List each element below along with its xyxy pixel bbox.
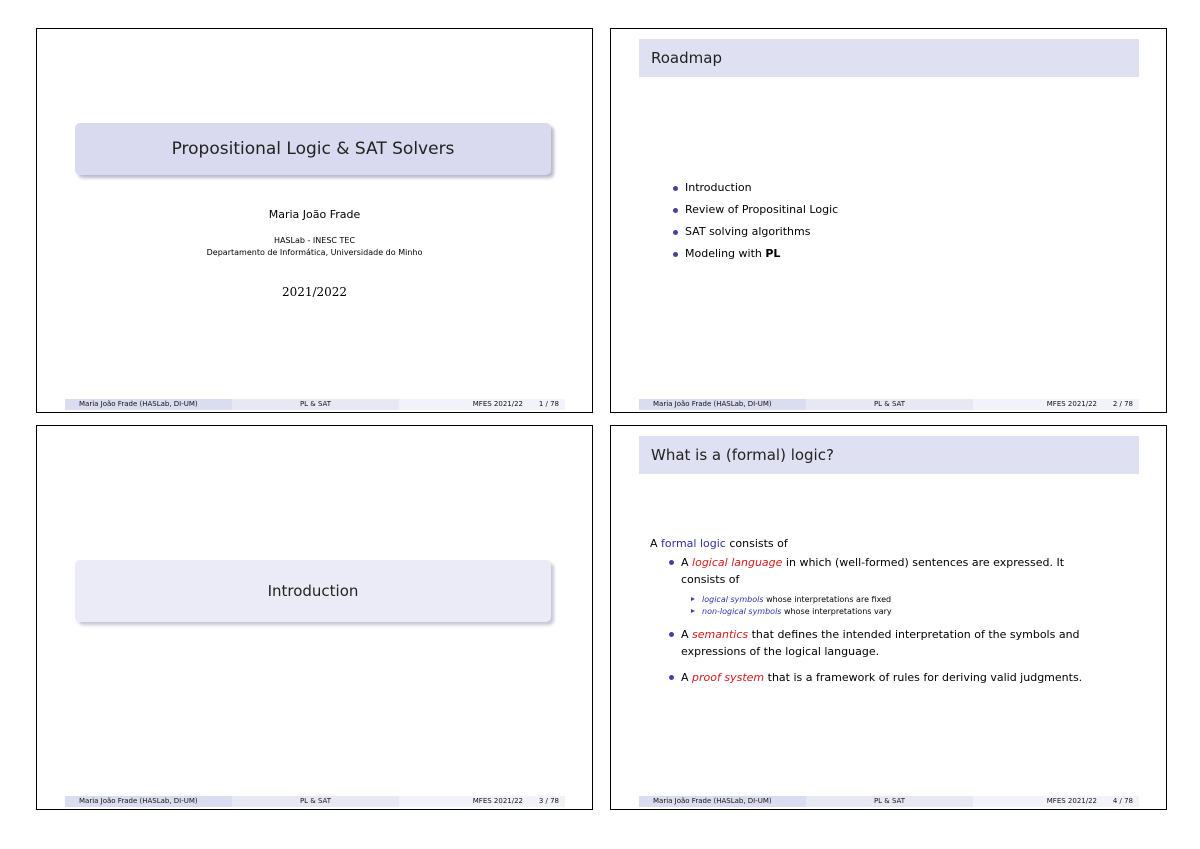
footer-page-number: 3 / 78 (538, 797, 559, 805)
sub-bullet-text (691, 607, 892, 616)
presentation-title: Propositional Logic & SAT Solvers (171, 139, 455, 159)
text-pre: A (681, 628, 693, 641)
bullet-proof-system (669, 669, 1089, 686)
bullet-text (669, 554, 1139, 588)
frame-title: What is a (formal) logic? (639, 436, 1139, 474)
triangle-bullet-icon (691, 609, 695, 613)
bullet-icon (673, 230, 678, 235)
list-item (673, 243, 838, 265)
text-post: whose interpretations are fixed (763, 595, 892, 604)
intro-sentence (650, 537, 788, 551)
footer-right (399, 399, 565, 410)
slide-footer (639, 796, 1139, 807)
term-formal-logic: formal logic (661, 537, 726, 550)
sub-bullet-non-logical-symbols (691, 606, 892, 617)
footer-edition: MFES 2021/22 (472, 797, 523, 805)
bullet-text (669, 626, 1129, 660)
text-it: It (1056, 556, 1065, 569)
term-logical-language: logical language (692, 556, 783, 569)
footer-right (973, 399, 1139, 410)
roadmap-list (673, 177, 838, 265)
bullet-semantics (669, 626, 1129, 660)
institution-line-2: Departamento de Informática, Universidade do Minho (206, 248, 423, 257)
institution-line-1: HASLab - INESC TEC (273, 236, 356, 245)
slide-3 (36, 425, 593, 810)
text-post: that defines the intended interpretation of the symbols and expressions of the logical language. (681, 628, 1080, 658)
bullet-icon (669, 632, 674, 637)
slide-2 (610, 28, 1167, 413)
footer-edition: MFES 2021/22 (472, 400, 523, 408)
footer-page-number: 1 / 78 (538, 400, 559, 408)
author-name: Maria João Frade (268, 208, 361, 221)
sub-bullet-text (691, 595, 891, 604)
footer-course: PL & SAT (806, 796, 973, 807)
footer-course: PL & SAT (232, 399, 399, 410)
sub-bullet-logical-symbols (691, 594, 891, 605)
slide-footer (639, 399, 1139, 410)
slide-4 (610, 425, 1167, 810)
slide-footer (65, 399, 565, 410)
list-item-text: SAT solving algorithms (685, 225, 811, 238)
bullet-icon (673, 252, 678, 257)
title-box (75, 123, 551, 175)
footer-page-number: 2 / 78 (1112, 400, 1133, 408)
section-title: Introduction (267, 582, 359, 600)
footer-right (973, 796, 1139, 807)
text-post: that is a framework of rules for deriving valid judgments. (764, 671, 1083, 684)
list-item-text: Introduction (685, 181, 752, 194)
footer-right (399, 796, 565, 807)
bullet-text (669, 669, 1089, 686)
footer-edition: MFES 2021/22 (1046, 400, 1097, 408)
list-item (673, 177, 838, 199)
term-proof-system: proof system (692, 671, 765, 684)
bullet-icon (673, 186, 678, 191)
bullet-icon (669, 560, 674, 565)
bullet-icon (669, 675, 674, 680)
text-mid: in which (well-formed) sentences are expressed. (782, 556, 1057, 569)
footer-author: Maria João Frade (HASLab, DI-UM) (639, 399, 806, 410)
footer-author: Maria João Frade (HASLab, DI-UM) (639, 796, 806, 807)
term-non-logical-symbols: non-logical symbols (702, 607, 782, 616)
slide-footer (65, 796, 565, 807)
section-title-box (75, 560, 551, 622)
footer-author: Maria João Frade (HASLab, DI-UM) (65, 796, 232, 807)
text-end: consists of (681, 573, 740, 586)
frame-title: Roadmap (639, 39, 1139, 77)
text-post: whose interpretations vary (781, 607, 892, 616)
term-semantics: semantics (692, 628, 749, 641)
list-item-text: Review of Propositinal Logic (685, 203, 839, 216)
footer-author: Maria João Frade (HASLab, DI-UM) (65, 399, 232, 410)
slide-1 (36, 28, 593, 413)
footer-course: PL & SAT (806, 399, 973, 410)
presentation-date: 2021/2022 (281, 285, 348, 299)
footer-edition: MFES 2021/22 (1046, 797, 1097, 805)
footer-course: PL & SAT (232, 796, 399, 807)
intro-post: consists of (725, 537, 788, 550)
text-pre: A (681, 671, 693, 684)
text-pre: A (681, 556, 693, 569)
triangle-bullet-icon (691, 597, 695, 601)
list-item (673, 221, 838, 243)
intro-pre: A (650, 537, 662, 550)
bold-term: PL (765, 247, 781, 260)
bullet-icon (673, 208, 678, 213)
footer-page-number: 4 / 78 (1112, 797, 1133, 805)
term-logical-symbols: logical symbols (702, 595, 764, 604)
bullet-logical-language (669, 554, 1139, 588)
list-item-text: Modeling with PL (685, 247, 781, 260)
list-item (673, 199, 838, 221)
